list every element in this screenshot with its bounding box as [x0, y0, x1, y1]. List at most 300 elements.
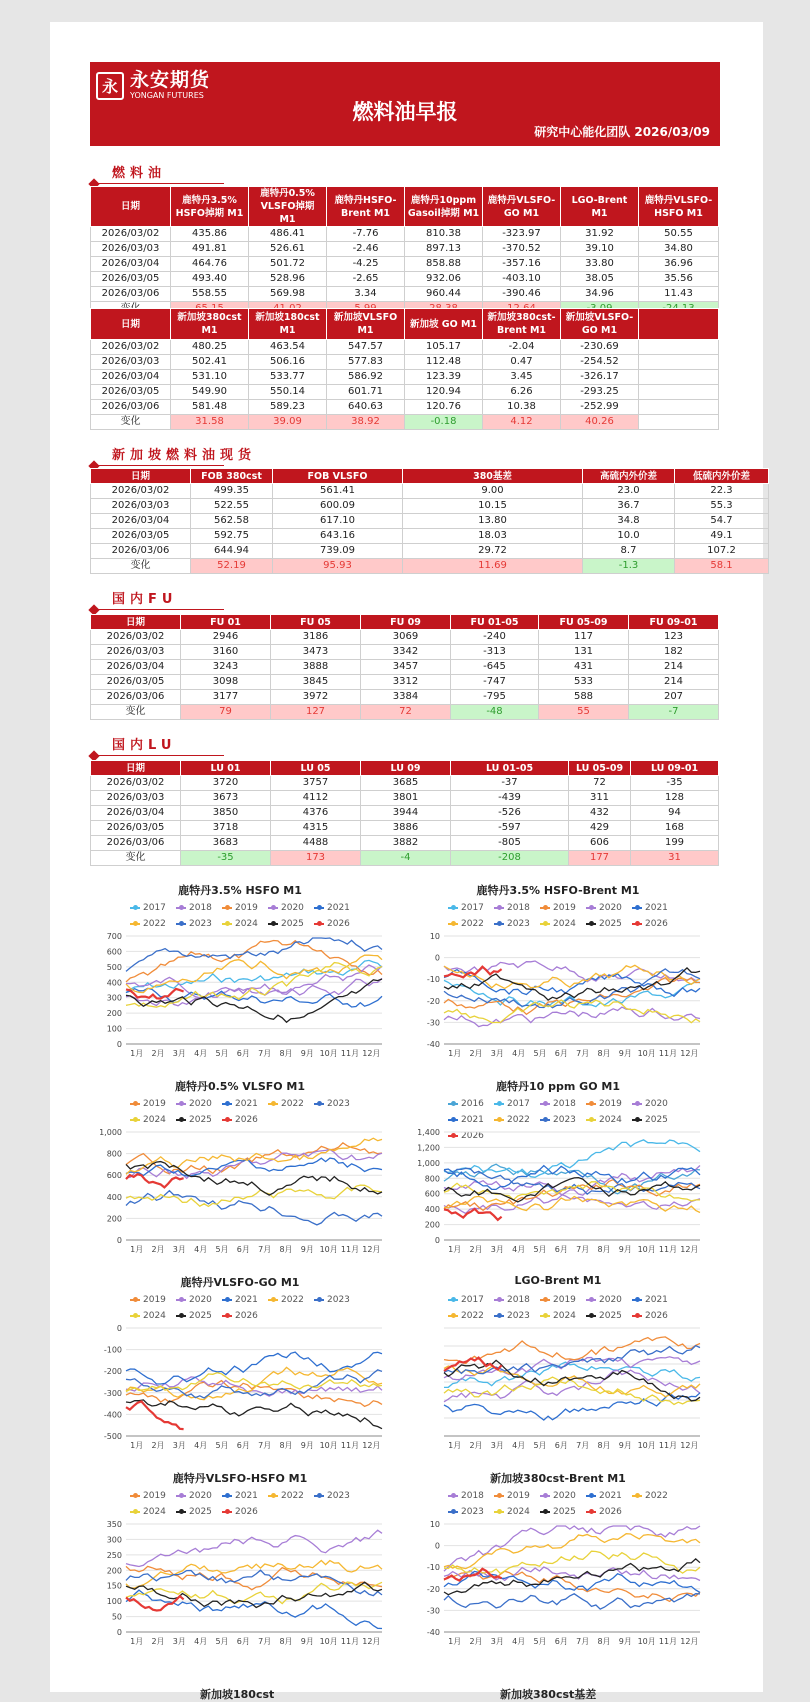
table-cell: 586.92: [327, 370, 405, 385]
table-cell: 23.0: [583, 484, 675, 499]
table-cell: 13.80: [403, 514, 583, 529]
y-tick-label: -10: [426, 1563, 440, 1573]
singapore-swap-table: [90, 308, 719, 430]
legend-item: 2026: [222, 1504, 268, 1520]
y-tick-label: 50: [111, 1612, 122, 1622]
y-tick-label: 0: [434, 953, 440, 963]
table-cell: 3720: [181, 776, 271, 791]
y-tick-label: 250: [106, 1550, 122, 1560]
table-row: [91, 340, 719, 355]
chart-title: 新加坡380cst基差: [500, 1688, 597, 1701]
x-tick-label: 11月: [340, 1441, 360, 1450]
report-page: [50, 22, 763, 1701]
series-line-2021: [126, 1352, 382, 1384]
table-cell: 502.41: [171, 355, 249, 370]
change-cell: 变化: [91, 415, 171, 430]
rotterdam-table: [90, 186, 719, 317]
legend-item: 2020: [540, 1488, 586, 1504]
x-tick-label: 9月: [300, 1049, 314, 1058]
table-cell: 120.76: [405, 400, 483, 415]
x-tick-label: 11月: [340, 1049, 360, 1058]
table-cell: 3177: [181, 690, 271, 705]
legend-item: 2023: [314, 1292, 360, 1308]
legend-item: 2026: [448, 1128, 494, 1144]
legend-item: 2023: [540, 1112, 586, 1128]
series-line-2026: [126, 989, 184, 999]
table-row: [91, 355, 719, 370]
y-tick-label: 600: [424, 1189, 440, 1199]
legend-item: 2025: [268, 916, 314, 932]
change-row: [91, 851, 719, 866]
table-cell: -747: [451, 675, 539, 690]
column-header: 新加坡180cst M1: [249, 309, 327, 340]
y-tick-label: -20: [426, 1584, 440, 1594]
seasonal-line-chart: [408, 1274, 708, 1464]
x-tick-label: 10月: [637, 1441, 656, 1450]
table-cell: 34.8: [583, 514, 675, 529]
change-cell: -208: [451, 851, 569, 866]
table-cell: 588: [539, 690, 629, 705]
table-cell: 3673: [181, 791, 271, 806]
table-cell: -439: [451, 791, 569, 806]
change-cell: [639, 415, 719, 430]
table-cell: 33.80: [561, 257, 639, 272]
column-header: FOB VLSFO: [273, 469, 403, 484]
chart-legend: [130, 1292, 370, 1324]
legend-item: 2025: [632, 1112, 678, 1128]
table-cell: 486.41: [249, 227, 327, 242]
legend-item: 2024: [130, 1308, 176, 1324]
series-line-2019: [444, 1337, 700, 1364]
x-tick-label: 4月: [194, 1637, 208, 1646]
change-cell: -1.3: [583, 559, 675, 574]
legend-item: 2019: [540, 1292, 586, 1308]
column-header: FU 05-09: [539, 615, 629, 630]
y-tick-label: 0: [116, 1040, 122, 1049]
table-cell: 2026/03/04: [91, 806, 181, 821]
section-title: 燃料油: [112, 166, 167, 181]
x-tick-label: 1月: [130, 1441, 144, 1450]
legend-item: 2019: [494, 1488, 540, 1504]
table-cell: -357.16: [483, 257, 561, 272]
table-row: [91, 385, 719, 400]
x-tick-label: 3月: [172, 1049, 186, 1058]
table-cell: 0.47: [483, 355, 561, 370]
change-cell: -35: [181, 851, 271, 866]
seasonal-line-chart: [408, 1078, 708, 1268]
x-tick-label: 11月: [658, 1441, 678, 1450]
table-cell: -2.04: [483, 340, 561, 355]
x-tick-label: 3月: [172, 1637, 186, 1646]
table-cell: 123.39: [405, 370, 483, 385]
x-tick-label: 10月: [319, 1245, 338, 1254]
report-title: 燃料油早报: [352, 100, 458, 124]
table-cell: 72: [569, 776, 631, 791]
table-cell: 569.98: [249, 287, 327, 302]
y-tick-label: 150: [106, 1581, 122, 1591]
table-cell: 643.16: [273, 529, 403, 544]
legend-item: 2018: [448, 1488, 494, 1504]
table-cell: -795: [451, 690, 539, 705]
legend-item: 2026: [632, 1308, 678, 1324]
table-row: [91, 836, 719, 851]
chart-legend: [448, 1488, 688, 1520]
change-row: [91, 415, 719, 430]
chart-title: 鹿特丹VLSFO-GO M1: [180, 1276, 300, 1289]
series-line-2020: [126, 1530, 382, 1566]
table-cell: 36.7: [583, 499, 675, 514]
x-tick-label: 3月: [172, 1441, 186, 1450]
table-cell: 31.92: [561, 227, 639, 242]
x-tick-label: 6月: [236, 1049, 250, 1058]
legend-item: 2024: [130, 1112, 176, 1128]
x-tick-label: 9月: [300, 1245, 314, 1254]
column-header: 日期: [91, 615, 181, 630]
column-header: 鹿特丹VLSFO-GO M1: [483, 187, 561, 227]
x-tick-label: 1月: [448, 1441, 462, 1450]
change-cell: 40.26: [561, 415, 639, 430]
legend-item: 2023: [494, 1308, 540, 1324]
section-header: [90, 440, 290, 466]
y-tick-label: -200: [103, 1367, 122, 1377]
x-tick-label: 11月: [658, 1637, 678, 1646]
table-cell: 3685: [361, 776, 451, 791]
table-cell: 522.55: [191, 499, 273, 514]
singapore-spot-table: [90, 468, 769, 574]
table-cell: 550.14: [249, 385, 327, 400]
table-cell: 18.03: [403, 529, 583, 544]
legend-item: 2022: [448, 1308, 494, 1324]
change-cell: -0.18: [405, 415, 483, 430]
table-cell: 38.05: [561, 272, 639, 287]
column-header: LU 09: [361, 761, 451, 776]
legend-item: 2024: [540, 916, 586, 932]
table-cell: 39.10: [561, 242, 639, 257]
table-cell: 3683: [181, 836, 271, 851]
table-cell: 533.77: [249, 370, 327, 385]
change-cell: 38.92: [327, 415, 405, 430]
column-header: FU 09-01: [629, 615, 719, 630]
y-tick-label: -100: [103, 1345, 122, 1355]
table-cell: -252.99: [561, 400, 639, 415]
x-tick-label: 5月: [215, 1441, 229, 1450]
column-header: FOB 380cst: [191, 469, 273, 484]
table-cell: [639, 355, 719, 370]
table-cell: 617.10: [273, 514, 403, 529]
table-cell: 562.58: [191, 514, 273, 529]
x-tick-label: 9月: [618, 1441, 632, 1450]
y-tick-label: 300: [106, 1535, 122, 1545]
table-cell: 429: [569, 821, 631, 836]
table-cell: 4488: [271, 836, 361, 851]
legend-item: 2026: [632, 916, 678, 932]
table-cell: 432: [569, 806, 631, 821]
x-tick-label: 6月: [554, 1245, 568, 1254]
table-cell: 6.26: [483, 385, 561, 400]
table-cell: 606: [569, 836, 631, 851]
chart-legend: [130, 1488, 370, 1520]
x-tick-label: 7月: [576, 1245, 590, 1254]
legend-item: 2019: [130, 1488, 176, 1504]
x-tick-label: 12月: [680, 1441, 699, 1450]
table-cell: 214: [629, 675, 719, 690]
x-tick-label: 10月: [637, 1245, 656, 1254]
x-tick-label: 5月: [215, 1245, 229, 1254]
table-cell: -805: [451, 836, 569, 851]
table-cell: -370.52: [483, 242, 561, 257]
x-tick-label: 8月: [279, 1245, 293, 1254]
chart-title: 鹿特丹10 ppm GO M1: [496, 1080, 620, 1093]
table-cell: 592.75: [191, 529, 273, 544]
table-cell: 2026/03/05: [91, 675, 181, 690]
change-cell: 177: [569, 851, 631, 866]
table-cell: 107.2: [675, 544, 769, 559]
table-cell: 463.54: [249, 340, 327, 355]
x-tick-label: 7月: [576, 1637, 590, 1646]
change-cell: 31.58: [171, 415, 249, 430]
chart-title: 鹿特丹VLSFO-HSFO M1: [172, 1472, 308, 1485]
table-cell: 4112: [271, 791, 361, 806]
legend-item: 2021: [632, 900, 678, 916]
change-cell: 变化: [91, 559, 191, 574]
chart-title: 鹿特丹3.5% HSFO-Brent M1: [476, 884, 640, 897]
table-cell: 3888: [271, 660, 361, 675]
table-cell: 739.09: [273, 544, 403, 559]
x-tick-label: 5月: [533, 1441, 547, 1450]
table-cell: 123: [629, 630, 719, 645]
seasonal-line-chart: [90, 1078, 390, 1268]
x-tick-label: 9月: [618, 1637, 632, 1646]
x-tick-label: 2月: [469, 1245, 483, 1254]
y-tick-label: 10: [429, 1520, 440, 1529]
table-cell: 34.80: [639, 242, 719, 257]
change-row: [91, 559, 769, 574]
table-cell: 10.0: [583, 529, 675, 544]
table-cell: 897.13: [405, 242, 483, 257]
column-header: LGO-Brent M1: [561, 187, 639, 227]
x-tick-label: 1月: [130, 1049, 144, 1058]
table-cell: 435.86: [171, 227, 249, 242]
y-tick-label: 200: [106, 1566, 122, 1576]
y-tick-label: -300: [103, 1388, 122, 1398]
table-cell: 50.55: [639, 227, 719, 242]
table-cell: 3069: [361, 630, 451, 645]
table-cell: 2026/03/04: [91, 514, 191, 529]
legend-item: 2026: [314, 916, 360, 932]
column-header: 鹿特丹3.5% HSFO掉期 M1: [171, 187, 249, 227]
x-tick-label: 10月: [319, 1049, 338, 1058]
legend-item: 2024: [222, 916, 268, 932]
x-tick-label: 1月: [130, 1637, 144, 1646]
y-tick-label: -30: [426, 1018, 440, 1028]
table-cell: 531.10: [171, 370, 249, 385]
legend-item: 2022: [494, 1112, 540, 1128]
legend-item: 2019: [222, 900, 268, 916]
table-cell: 528.96: [249, 272, 327, 287]
legend-item: 2024: [130, 1504, 176, 1520]
x-tick-label: 8月: [597, 1049, 611, 1058]
column-header: 鹿特丹VLSFO-HSFO M1: [639, 187, 719, 227]
change-cell: 58.1: [675, 559, 769, 574]
x-tick-label: 4月: [512, 1245, 526, 1254]
series-line-2023: [126, 1570, 382, 1595]
table-cell: 2026/03/03: [91, 645, 181, 660]
legend-item: 2018: [540, 1096, 586, 1112]
y-tick-label: 200: [424, 1220, 440, 1230]
change-row: [91, 705, 719, 720]
table-cell: 431: [539, 660, 629, 675]
table-cell: -326.17: [561, 370, 639, 385]
legend-item: 2024: [540, 1308, 586, 1324]
table-cell: 2026/03/06: [91, 287, 171, 302]
x-tick-label: 4月: [194, 1441, 208, 1450]
series-line-2020: [126, 965, 382, 1006]
legend-item: 2017: [494, 1096, 540, 1112]
x-tick-label: 4月: [512, 1637, 526, 1646]
table-row: [91, 544, 769, 559]
table-cell: 558.55: [171, 287, 249, 302]
legend-item: 2019: [540, 900, 586, 916]
table-cell: 2026/03/04: [91, 257, 171, 272]
x-tick-label: 11月: [340, 1245, 360, 1254]
change-cell: 95.93: [273, 559, 403, 574]
table-cell: 2026/03/04: [91, 660, 181, 675]
chart-plot: [90, 1324, 390, 1456]
column-header: FU 01-05: [451, 615, 539, 630]
table-cell: 3384: [361, 690, 451, 705]
table-cell: 128: [631, 791, 719, 806]
column-header: FU 09: [361, 615, 451, 630]
x-tick-label: 8月: [279, 1441, 293, 1450]
table-cell: 199: [631, 836, 719, 851]
fu-table: [90, 614, 719, 720]
table-cell: [639, 370, 719, 385]
y-tick-label: 400: [424, 1205, 440, 1215]
table-row: [91, 690, 719, 705]
change-cell: 31: [631, 851, 719, 866]
table-cell: 3757: [271, 776, 361, 791]
table-row: [91, 821, 719, 836]
legend-item: 2022: [268, 1488, 314, 1504]
legend-item: 2018: [494, 1292, 540, 1308]
table-cell: 3850: [181, 806, 271, 821]
table-cell: 464.76: [171, 257, 249, 272]
seasonal-line-chart: [90, 1274, 390, 1464]
y-tick-label: 0: [116, 1628, 122, 1637]
table-row: [91, 675, 719, 690]
table-cell: 858.88: [405, 257, 483, 272]
table-cell: 105.17: [405, 340, 483, 355]
table-cell: 22.3: [675, 484, 769, 499]
column-header: LU 05-09: [569, 761, 631, 776]
x-tick-label: 3月: [490, 1245, 504, 1254]
table-cell: 3457: [361, 660, 451, 675]
seasonal-line-chart: [408, 882, 708, 1072]
table-cell: 526.61: [249, 242, 327, 257]
table-row: [91, 630, 719, 645]
x-tick-label: 7月: [258, 1049, 272, 1058]
y-tick-label: 100: [106, 1597, 122, 1607]
table-cell: 3160: [181, 645, 271, 660]
table-cell: 117: [539, 630, 629, 645]
table-row: [91, 287, 719, 302]
table-row: [91, 645, 719, 660]
column-header: 新加坡 GO M1: [405, 309, 483, 340]
change-cell: 55: [539, 705, 629, 720]
table-cell: 3972: [271, 690, 361, 705]
x-tick-label: 9月: [300, 1441, 314, 1450]
legend-item: 2023: [448, 1504, 494, 1520]
x-tick-label: 1月: [448, 1245, 462, 1254]
section-header: [90, 158, 290, 184]
x-tick-label: 7月: [258, 1637, 272, 1646]
table-cell: -390.46: [483, 287, 561, 302]
legend-item: 2019: [130, 1096, 176, 1112]
change-cell: 127: [271, 705, 361, 720]
seasonal-line-chart: [90, 882, 390, 1072]
x-tick-label: 12月: [362, 1637, 381, 1646]
x-tick-label: 3月: [490, 1637, 504, 1646]
table-cell: 506.16: [249, 355, 327, 370]
series-line-2023: [444, 1594, 700, 1609]
y-tick-label: -20: [426, 996, 440, 1006]
table-cell: 577.83: [327, 355, 405, 370]
legend-item: 2021: [222, 1488, 268, 1504]
x-tick-label: 7月: [258, 1245, 272, 1254]
column-header: LU 01: [181, 761, 271, 776]
y-tick-label: -40: [426, 1628, 440, 1637]
chart-title: 新加坡180cst: [200, 1688, 275, 1701]
x-tick-label: 11月: [658, 1049, 678, 1058]
y-tick-label: 700: [106, 932, 122, 941]
table-cell: 2026/03/05: [91, 272, 171, 287]
table-cell: 2026/03/02: [91, 776, 181, 791]
legend-item: 2023: [176, 916, 222, 932]
table-cell: 2026/03/06: [91, 836, 181, 851]
x-tick-label: 1月: [448, 1049, 462, 1058]
table-cell: 4376: [271, 806, 361, 821]
column-header: 新加坡VLSFO-GO M1: [561, 309, 639, 340]
logo-mark: 永: [96, 72, 124, 100]
table-cell: 3718: [181, 821, 271, 836]
column-header: 高硫内外价差: [583, 469, 675, 484]
table-cell: 2026/03/02: [91, 340, 171, 355]
x-tick-label: 2月: [469, 1637, 483, 1646]
column-header: 380基差: [403, 469, 583, 484]
section-header: [90, 730, 290, 756]
section-title: 国内FU: [112, 592, 178, 607]
table-row: [91, 272, 719, 287]
chart-plot: [408, 1520, 708, 1652]
x-tick-label: 5月: [215, 1049, 229, 1058]
table-cell: 112.48: [405, 355, 483, 370]
x-tick-label: 4月: [512, 1049, 526, 1058]
series-line-2019: [126, 941, 382, 982]
table-cell: 2026/03/02: [91, 484, 191, 499]
table-cell: 2026/03/04: [91, 370, 171, 385]
table-cell: -4.25: [327, 257, 405, 272]
chart-plot: [90, 932, 390, 1064]
column-header: 日期: [91, 761, 181, 776]
table-cell: 36.96: [639, 257, 719, 272]
chart-plot: [408, 932, 708, 1064]
chart-title: 鹿特丹3.5% HSFO M1: [178, 884, 302, 897]
table-cell: 3882: [361, 836, 451, 851]
table-row: [91, 484, 769, 499]
report-subtitle: 研究中心能化团队 2026/03/09: [534, 125, 710, 139]
table-cell: 3186: [271, 630, 361, 645]
x-tick-label: 5月: [215, 1637, 229, 1646]
